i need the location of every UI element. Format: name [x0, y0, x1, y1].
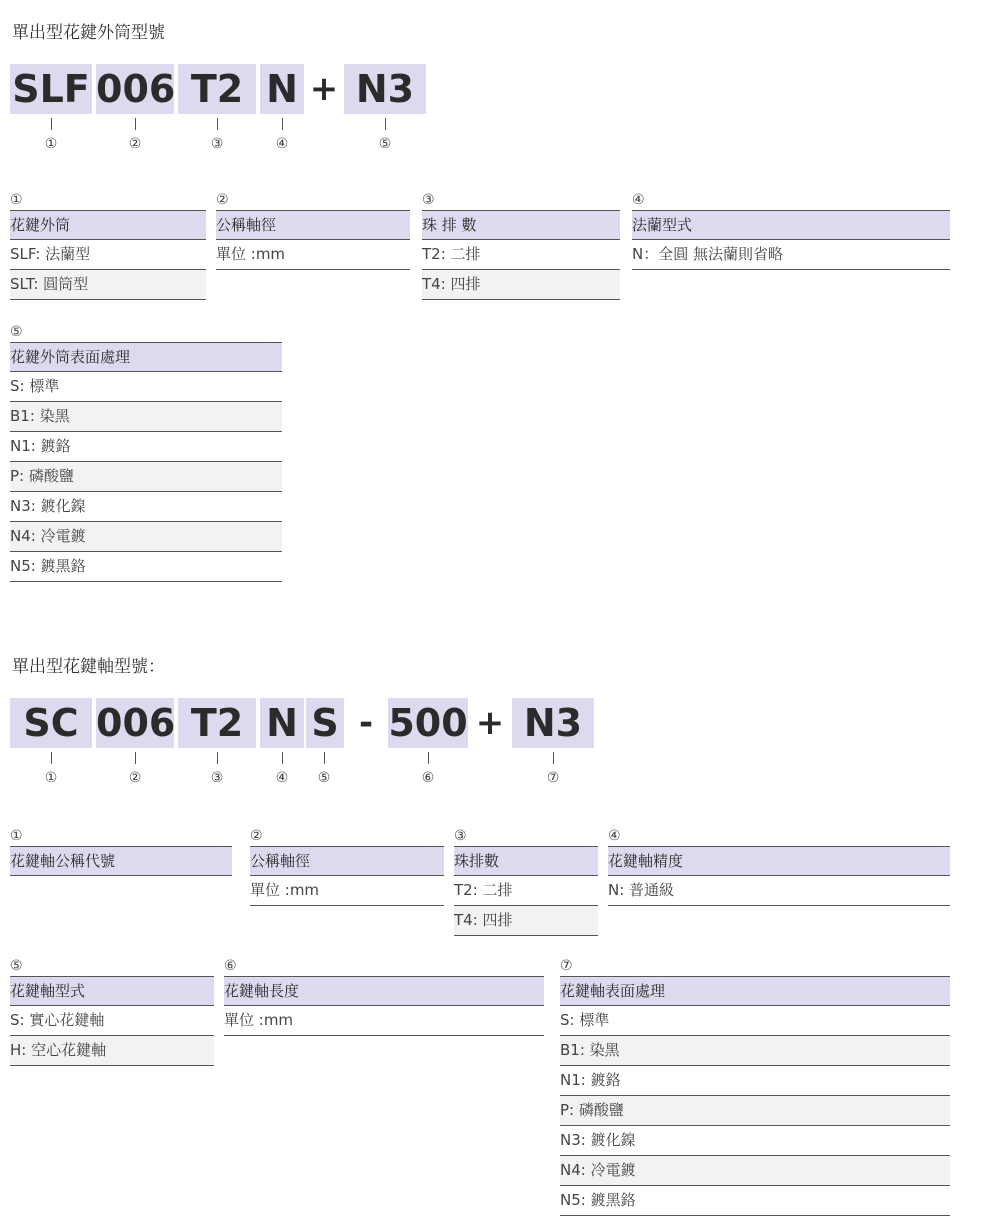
table-row: 單位 :mm — [250, 876, 444, 906]
table-header: 珠 排 數 — [422, 210, 620, 240]
table-row: N3: 鍍化鎳 — [10, 492, 282, 522]
spec-table-ball-rows — [422, 190, 620, 300]
code-part-rows: T2 — [178, 64, 256, 114]
code-part-diameter: 006 — [96, 698, 174, 748]
section1-title: 單出型花鍵外筒型號 — [12, 23, 165, 43]
spec-table-surface-treatment — [560, 956, 950, 1216]
table-header: 花鍵軸精度 — [608, 846, 950, 876]
table-row: N4: 冷電鍍 — [10, 522, 282, 552]
spec-table-shaft-type — [10, 956, 214, 1066]
table-number: ① — [10, 828, 23, 844]
table-row: 單位 :mm — [224, 1006, 544, 1036]
code-part-series: SC — [10, 698, 92, 748]
table-row: N5: 鍍黑鉻 — [10, 552, 282, 582]
code-part-surface: N3 — [344, 64, 426, 114]
callout-number: ⑤ — [378, 136, 392, 152]
callout-number: ① — [44, 770, 58, 786]
callout-number: ⑤ — [317, 770, 331, 786]
tick — [135, 118, 136, 130]
spec-table-surface-treatment — [10, 322, 282, 582]
code-dash: - — [358, 703, 374, 743]
callout-number: ③ — [210, 136, 224, 152]
table-row: B1: 染黑 — [10, 402, 282, 432]
callout-number: ④ — [275, 770, 289, 786]
tick — [324, 752, 325, 764]
table-number: ③ — [454, 828, 467, 844]
table-row: S: 標準 — [10, 372, 282, 402]
callout-number: ④ — [275, 136, 289, 152]
table-header: 公稱軸徑 — [250, 846, 444, 876]
table-row: P: 磷酸鹽 — [10, 462, 282, 492]
spec-table-shaft-code — [10, 826, 232, 876]
table-number: ④ — [632, 192, 645, 208]
table-row: H: 空心花鍵軸 — [10, 1036, 214, 1066]
table-row: 單位 :mm — [216, 240, 410, 270]
callout-number: ① — [44, 136, 58, 152]
table-number: ⑤ — [10, 958, 23, 974]
table-number: ⑦ — [560, 958, 573, 974]
tick — [51, 118, 52, 130]
spec-table-diameter — [250, 826, 444, 906]
table-number: ③ — [422, 192, 435, 208]
table-number: ② — [216, 192, 229, 208]
code-part-rows: T2 — [178, 698, 256, 748]
tick — [51, 752, 52, 764]
callout-number: ⑦ — [546, 770, 560, 786]
table-row: N4: 冷電鍍 — [560, 1156, 950, 1186]
table-header: 花鍵外筒表面處理 — [10, 342, 282, 372]
table-number: ⑤ — [10, 324, 23, 340]
callout-number: ③ — [210, 770, 224, 786]
table-row: N3: 鍍化鎳 — [560, 1126, 950, 1156]
table-row: B1: 染黑 — [560, 1036, 950, 1066]
code-part-shaft-type: S — [306, 698, 344, 748]
code-part-flange: N — [260, 64, 304, 114]
spec-table-precision — [608, 826, 950, 906]
table-number: ⑥ — [224, 958, 237, 974]
code-part-series: SLF — [10, 64, 92, 114]
table-header: 法蘭型式 — [632, 210, 950, 240]
spec-table-flange-type — [632, 190, 950, 270]
code-part-length: 500 — [388, 698, 468, 748]
table-header: 花鍵軸型式 — [10, 976, 214, 1006]
table-header: 公稱軸徑 — [216, 210, 410, 240]
table-row: N1: 鍍鉻 — [560, 1066, 950, 1096]
spec-table-diameter — [216, 190, 410, 270]
code-plus: + — [309, 69, 339, 109]
spec-table-ball-rows — [454, 826, 598, 936]
callout-number: ② — [128, 136, 142, 152]
tick — [217, 118, 218, 130]
table-number: ① — [10, 192, 23, 208]
callout-number: ⑥ — [421, 770, 435, 786]
spec-table-housing — [10, 190, 206, 300]
section2-title: 單出型花鍵軸型號： — [12, 657, 165, 677]
table-row: N5: 鍍黑鉻 — [560, 1186, 950, 1216]
spec-table-shaft-length — [224, 956, 544, 1036]
tick — [282, 118, 283, 130]
table-row: N1: 鍍鉻 — [10, 432, 282, 462]
table-row: S: 實心花鍵軸 — [10, 1006, 214, 1036]
table-header: 花鍵軸表面處理 — [560, 976, 950, 1006]
table-header: 花鍵軸公稱代號 — [10, 846, 232, 876]
code-plus: + — [475, 703, 505, 743]
table-row: S: 標準 — [560, 1006, 950, 1036]
table-row: N: 普通級 — [608, 876, 950, 906]
tick — [282, 752, 283, 764]
tick — [135, 752, 136, 764]
tick — [428, 752, 429, 764]
code-part-diameter: 006 — [96, 64, 174, 114]
table-row: P: 磷酸鹽 — [560, 1096, 950, 1126]
code-part-precision: N — [260, 698, 304, 748]
table-header: 花鍵軸長度 — [224, 976, 544, 1006]
table-number: ② — [250, 828, 263, 844]
callout-number: ② — [128, 770, 142, 786]
code-part-surface: N3 — [512, 698, 594, 748]
tick — [385, 118, 386, 130]
tick — [217, 752, 218, 764]
table-row: SLT: 圓筒型 — [10, 270, 206, 300]
tick — [553, 752, 554, 764]
table-row: N：全圓 無法蘭則省略 — [632, 240, 950, 270]
table-row: SLF: 法蘭型 — [10, 240, 206, 270]
table-row: T2: 二排 — [454, 876, 598, 906]
table-row: T2: 二排 — [422, 240, 620, 270]
table-header: 花鍵外筒 — [10, 210, 206, 240]
table-header: 珠排數 — [454, 846, 598, 876]
table-row: T4: 四排 — [454, 906, 598, 936]
table-row: T4: 四排 — [422, 270, 620, 300]
table-number: ④ — [608, 828, 621, 844]
